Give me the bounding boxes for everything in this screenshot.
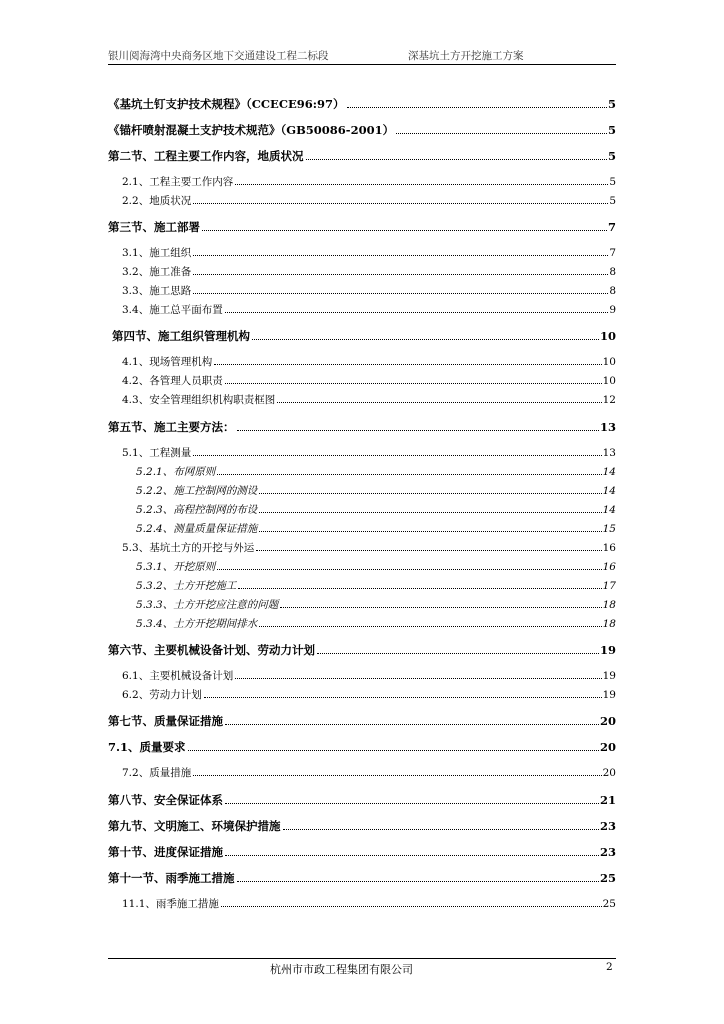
toc-entry-title: 4.1、现场管理机构 — [122, 356, 213, 368]
toc-entry[interactable] — [122, 543, 616, 554]
toc-entry-page: 18 — [602, 599, 616, 611]
toc-entry-page: 7 — [607, 220, 616, 234]
toc-entry[interactable] — [108, 716, 616, 728]
toc-entry[interactable] — [108, 742, 616, 754]
toc-entry[interactable] — [122, 177, 616, 188]
toc-entry[interactable] — [122, 448, 616, 459]
toc-entry-title: 6.2、劳动力计划 — [122, 689, 202, 701]
toc-entry[interactable] — [122, 305, 616, 316]
toc-leader — [225, 724, 599, 725]
toc-entry-page: 16 — [602, 561, 616, 573]
toc-entry-title: 7.1、质量要求 — [108, 740, 186, 754]
toc-leader — [259, 493, 601, 494]
toc-leader — [283, 829, 599, 830]
toc-entry[interactable] — [108, 795, 616, 807]
toc-entry-title: 5.2.1、布网原则 — [136, 466, 216, 478]
toc-entry-title: 《锚杆喷射混凝土支护技术规范》（GB50086-2001） — [108, 123, 395, 137]
toc-entry-page: 25 — [599, 871, 616, 885]
toc-leader — [256, 550, 601, 551]
toc-entry-page: 20 — [599, 740, 616, 754]
toc-entry-page: 5 — [607, 123, 616, 137]
toc-entry[interactable] — [108, 99, 616, 111]
toc-leader — [347, 107, 607, 108]
toc-leader — [252, 339, 599, 340]
toc-leader — [259, 626, 601, 627]
toc-leader — [193, 293, 608, 294]
toc-entry-title: 3.1、施工组织 — [122, 247, 192, 259]
toc-entry-title: 第五节、施工主要方法： — [108, 420, 235, 434]
toc-entry-page: 18 — [602, 618, 616, 630]
toc-entry[interactable] — [108, 821, 616, 833]
toc-entry-title: 2.1、工程主要工作内容 — [122, 176, 234, 188]
toc-leader — [235, 184, 608, 185]
toc-entry-page: 10 — [602, 375, 616, 387]
toc-entry[interactable] — [108, 873, 616, 885]
toc-leader — [225, 383, 602, 384]
toc-entry-page: 13 — [602, 447, 616, 459]
toc-entry-page: 8 — [609, 285, 616, 297]
toc-leader — [193, 203, 608, 204]
toc-entry-title: 第四节、施工组织管理机构 — [112, 329, 250, 343]
footer-company: 杭州市市政工程集团有限公司 — [270, 963, 413, 976]
toc-entry-page: 14 — [602, 485, 616, 497]
toc-leader — [193, 455, 601, 456]
toc-leader — [259, 531, 601, 532]
toc-entry-title: 第七节、质量保证措施 — [108, 714, 223, 728]
toc-entry-page: 20 — [602, 767, 616, 779]
toc-entry-title: 6.1、主要机械设备计划 — [122, 670, 234, 682]
footer-divider — [108, 958, 616, 959]
toc-entry-title: 5.2.3、高程控制网的布设 — [136, 504, 258, 516]
toc-leader — [193, 274, 608, 275]
toc-entry-title: 《基坑土钉支护技术规程》（CCECE96:97） — [108, 97, 345, 111]
toc-entry-page: 10 — [599, 329, 616, 343]
toc-leader — [225, 855, 599, 856]
toc-entry-page: 17 — [602, 580, 616, 592]
toc-entry-page: 19 — [602, 670, 616, 682]
toc-entry[interactable] — [108, 645, 616, 657]
toc-entry[interactable] — [136, 505, 616, 516]
page-number: 2 — [606, 961, 613, 973]
toc-entry-title: 3.3、施工思路 — [122, 285, 192, 297]
toc-entry[interactable] — [122, 671, 616, 682]
toc-entry-title: 5.3.2、土方开挖施工 — [136, 580, 237, 592]
toc-entry-title: 第八节、安全保证体系 — [108, 793, 223, 807]
toc-entry[interactable] — [108, 847, 616, 859]
toc-entry-page: 12 — [602, 394, 616, 406]
toc-entry-page: 14 — [602, 466, 616, 478]
toc-leader — [225, 312, 609, 313]
toc-leader — [237, 430, 599, 431]
toc-leader — [188, 750, 599, 751]
toc-entry-title: 第十一节、雨季施工措施 — [108, 871, 235, 885]
header-document-title: 深基坑土方开挖施工方案 — [408, 50, 524, 62]
toc-entry[interactable] — [108, 125, 616, 137]
toc-leader — [217, 569, 601, 570]
toc-leader — [204, 697, 602, 698]
toc-leader — [259, 512, 601, 513]
toc-entry-title: 5.3、基坑土方的开挖与外运 — [122, 542, 255, 554]
toc-entry[interactable] — [108, 222, 616, 234]
toc-entry-title: 第九节、文明施工、环境保护措施 — [108, 819, 281, 833]
toc-entry-title: 第十节、进度保证措施 — [108, 845, 223, 859]
toc-entry-page: 5 — [609, 195, 616, 207]
toc-entry-page: 25 — [602, 898, 616, 910]
toc-entry-page: 23 — [599, 845, 616, 859]
toc-entry-page: 7 — [609, 247, 616, 259]
toc-leader — [217, 474, 601, 475]
toc-leader — [221, 906, 602, 907]
toc-entry[interactable] — [108, 422, 616, 434]
toc-entry-title: 5.1、工程测量 — [122, 447, 192, 459]
toc-entry-page: 14 — [602, 504, 616, 516]
toc-leader — [193, 255, 608, 256]
toc-entry-title: 11.1、雨季施工措施 — [122, 898, 219, 910]
toc-entry[interactable] — [122, 248, 616, 259]
page-header — [108, 48, 616, 64]
toc-entry-title: 第二节、工程主要工作内容，地质状况 — [108, 149, 304, 163]
toc-entry[interactable] — [136, 562, 616, 573]
toc-entry-page: 15 — [602, 523, 616, 535]
toc-entry[interactable] — [136, 619, 616, 630]
toc-leader — [306, 159, 607, 160]
toc-leader — [202, 230, 607, 231]
toc-leader — [277, 402, 601, 403]
toc-entry-page: 5 — [607, 149, 616, 163]
toc-entry-title: 5.2.2、施工控制网的测设 — [136, 485, 258, 497]
toc-entry-page: 19 — [602, 689, 616, 701]
toc-entry-page: 16 — [602, 542, 616, 554]
toc-entry[interactable] — [136, 486, 616, 497]
toc-entry-page: 20 — [599, 714, 616, 728]
toc-entry-page: 19 — [599, 643, 616, 657]
toc-entry[interactable] — [122, 690, 616, 701]
toc-entry[interactable] — [122, 768, 616, 779]
toc-leader — [238, 588, 601, 589]
toc-leader — [317, 653, 599, 654]
toc-entry[interactable] — [136, 600, 616, 611]
toc-entry-title: 第三节、施工部署 — [108, 220, 200, 234]
toc-entry-page: 5 — [609, 176, 616, 188]
toc-leader — [396, 133, 607, 134]
toc-entry-title: 5.3.1、开挖原则 — [136, 561, 216, 573]
toc-entry[interactable] — [122, 357, 616, 368]
toc-entry[interactable] — [136, 467, 616, 478]
toc-entry-title: 5.3.3、土方开挖应注意的问题 — [136, 599, 279, 611]
toc-leader — [214, 364, 601, 365]
header-divider — [108, 64, 616, 65]
toc-entry-title: 5.2.4、测量质量保证措施 — [136, 523, 258, 535]
toc-entry[interactable] — [122, 376, 616, 387]
toc-leader — [193, 775, 601, 776]
toc-entry[interactable] — [112, 331, 616, 343]
toc-leader — [235, 678, 601, 679]
toc-entry[interactable] — [108, 151, 616, 163]
toc-entry[interactable] — [136, 524, 616, 535]
toc-leader — [225, 803, 599, 804]
toc-entry-title: 4.3、安全管理组织机构职责框图 — [122, 394, 276, 406]
toc-entry[interactable] — [136, 581, 616, 592]
toc-entry-page: 5 — [607, 97, 616, 111]
toc-entry-title: 第六节、主要机械设备计划、劳动力计划 — [108, 643, 315, 657]
toc-entry-page: 23 — [599, 819, 616, 833]
toc-entry[interactable] — [122, 395, 616, 406]
toc-entry[interactable] — [122, 267, 616, 278]
toc-entry-page: 21 — [599, 793, 616, 807]
toc-entry-title: 3.2、施工准备 — [122, 266, 192, 278]
toc-entry-title: 2.2、地质状况 — [122, 195, 192, 207]
toc-entry[interactable] — [122, 196, 616, 207]
toc-entry-title: 3.4、施工总平面布置 — [122, 304, 223, 316]
toc-entry-title: 5.3.4、土方开挖期间排水 — [136, 618, 258, 630]
toc-entry-page: 13 — [599, 420, 616, 434]
toc-entry[interactable] — [122, 899, 616, 910]
toc-entry-page: 9 — [609, 304, 616, 316]
toc-entry-page: 8 — [609, 266, 616, 278]
toc-entry-page: 10 — [602, 356, 616, 368]
toc-leader — [237, 881, 599, 882]
toc-entry-title: 4.2、各管理人员职责 — [122, 375, 223, 387]
header-project-title: 银川阅海湾中央商务区地下交通建设工程二标段 — [108, 50, 329, 62]
toc-entry-title: 7.2、质量措施 — [122, 767, 192, 779]
toc-entry[interactable] — [122, 286, 616, 297]
toc-leader — [280, 607, 601, 608]
